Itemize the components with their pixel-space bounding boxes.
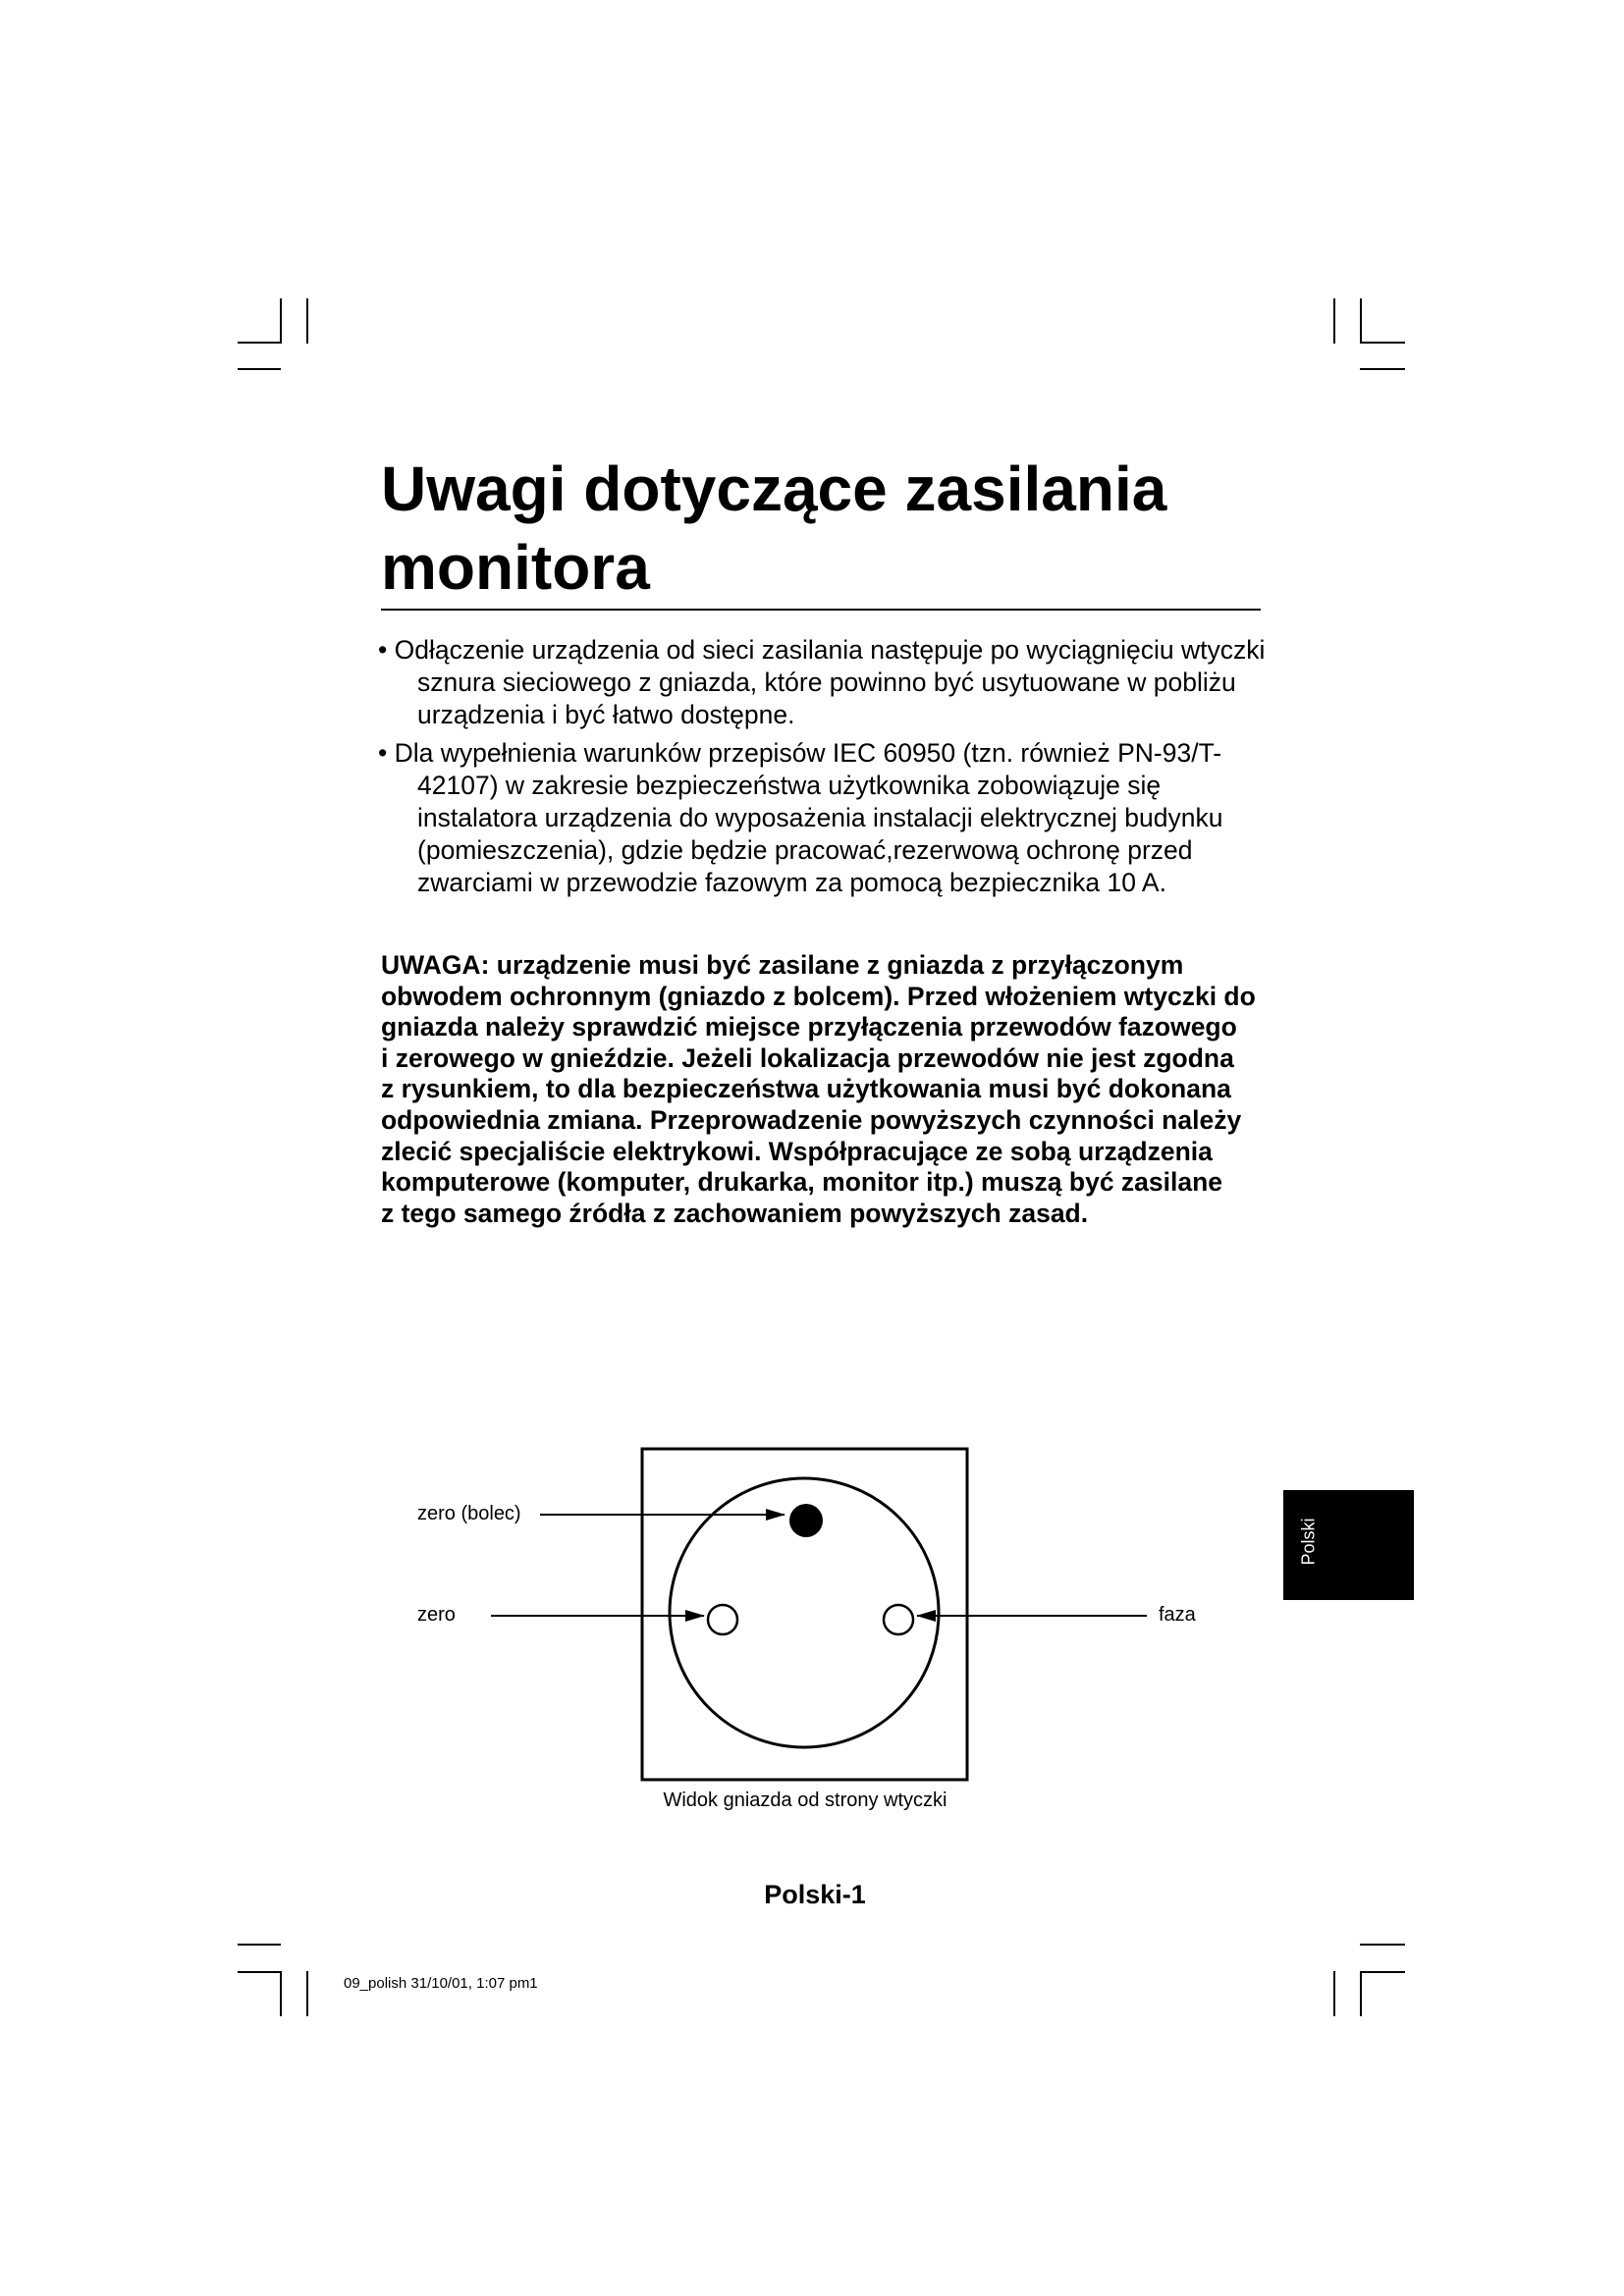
warning-line: UWAGA: urządzenie musi być zasilane z gniazda z przyłączonym <box>381 950 1184 980</box>
warning-line: odpowiednia zmiana. Przeprowadzenie powyższych czynności należy <box>381 1104 1242 1135</box>
warning-line: obwodem ochronnym (gniazdo z bolcem). Przed włożeniem wtyczki do <box>381 981 1256 1011</box>
label-zero: zero <box>417 1604 456 1626</box>
page-number: Polski-1 <box>764 1880 866 1909</box>
warning-line: z rysunkiem, to dla bezpieczeństwa użytkowania musi być dokonana <box>381 1074 1231 1104</box>
label-zero-bolec: zero (bolec) <box>417 1503 521 1524</box>
socket-frame <box>642 1449 967 1780</box>
neutral-hole <box>708 1605 737 1634</box>
language-tab-label: Polski <box>1298 1517 1319 1565</box>
phase-hole <box>884 1605 913 1634</box>
warning-line: zlecić specjaliście elektrykowi. Współpracujące ze sobą urządzenia <box>381 1136 1213 1166</box>
warning-line: i zerowego w gnieździe. Jeżeli lokalizacja przewodów nie jest zgodna <box>381 1042 1234 1073</box>
label-faza: faza <box>1159 1604 1196 1626</box>
title-line-2: monitora <box>381 532 650 603</box>
ground-pin <box>789 1504 823 1537</box>
warning-line: gniazda należy sprawdzić miejsce przyłączenia przewodów fazowego <box>381 1012 1237 1042</box>
title-line-1: Uwagi dotyczące zasilania <box>381 454 1167 524</box>
warning-line: komputerowe (komputer, drukarka, monitor itp.) muszą być zasilane <box>381 1167 1223 1198</box>
print-info: 09_polish 31/10/01, 1:07 pm1 <box>344 1975 538 1992</box>
warning-line: z tego samego źródła z zachowaniem powyższych zasad. <box>381 1198 1089 1228</box>
bullet-item-2: • Dla wypełnienia warunków przepisów IEC 60950 (tzn. również PN-93/T-42107) w zakresie bezpieczeństwa użytkownika zobowiązuje się instalatora urządzenia do wyposażenia instalacji elektrycznej budynku (pomieszczenia), gdzie będzie pracować,rezerwową ochronę przed zwarciami w przewodzie fazowym za pomocą bezpiecznika 10 A. <box>378 738 1223 897</box>
bullet-item-1: • Odłączenie urządzenia od sieci zasilania następuje po wyciągnięciu wtyczki sznura sieciowego z gniazda, które powinno być usytuowane w pobliżu urządzenia i być łatwo dostępne. <box>378 635 1266 729</box>
diagram-caption: Widok gniazda od strony wtyczki <box>663 1789 947 1811</box>
